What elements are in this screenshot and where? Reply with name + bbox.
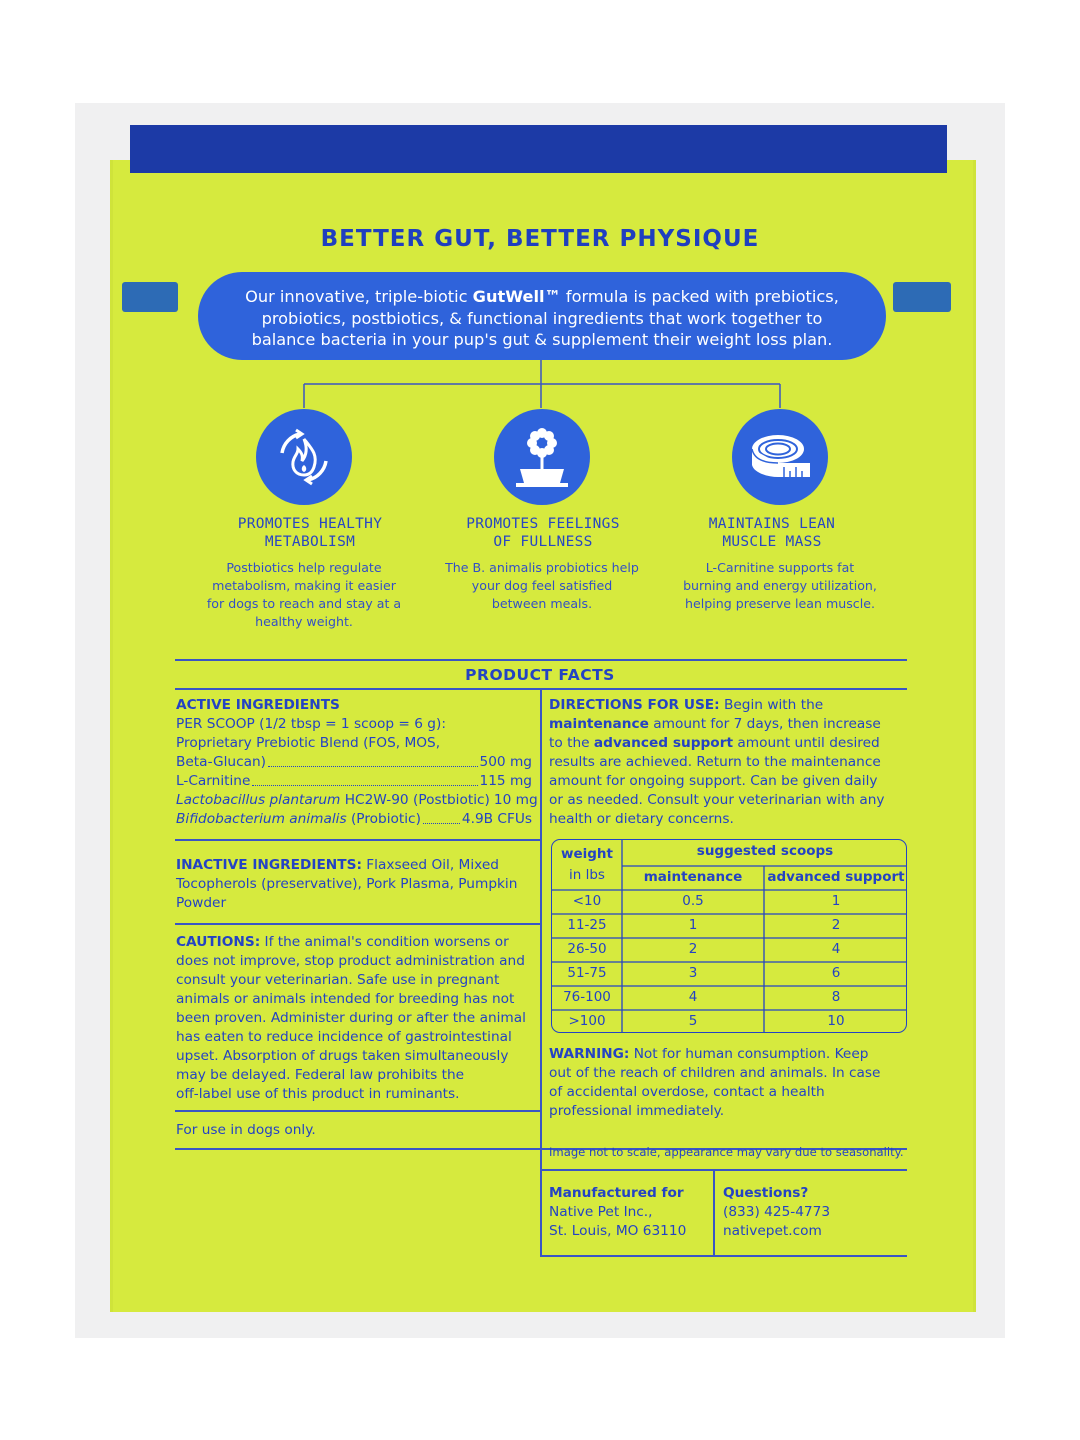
table-cell: 4 <box>831 941 841 957</box>
flower-bowl-icon <box>494 409 590 505</box>
benefit-2-text: The B. animalis probiotics help your dog feel satisfied between meals. <box>445 560 639 611</box>
table-cell: 8 <box>831 989 841 1005</box>
active-rule <box>175 839 540 841</box>
table-row: >100 <box>568 1013 606 1029</box>
suggested-scoops-header: suggested scoops <box>696 843 834 859</box>
blend-row: Beta-Glucan) 500 mg <box>176 754 532 770</box>
table-cell: 2 <box>688 941 698 957</box>
advanced-support-header: advanced support <box>767 869 905 885</box>
intro-line-3: balance bacteria in your pup's gut & supplement their weight loss plan. <box>251 330 833 349</box>
carnitine-row: L-Carnitine 115 mg <box>176 773 532 789</box>
maintenance-header: maintenance <box>643 869 743 885</box>
disclaimer: Image not to scale, appearance may vary due to seasonality. <box>549 1145 904 1159</box>
table-cell: 10 <box>827 1013 845 1029</box>
measuring-tape-icon <box>732 409 828 505</box>
inactive-ingredients: INACTIVE INGREDIENTS: Flaxseed Oil, Mixed Tocopherols (preservative), Pork Plasma, Pumpkin Powder <box>176 857 518 911</box>
dogs-only: For use in dogs only. <box>176 1122 316 1138</box>
benefit-1-title: PROMOTES HEALTHY METABOLISM <box>237 516 383 550</box>
headline: BETTER GUT, BETTER PHYSIQUE <box>320 226 760 252</box>
table-cell: 2 <box>831 917 841 933</box>
weight-header: weight <box>561 846 613 862</box>
benefit-1-text: Postbiotics help regulate metabolism, making it easier for dogs to reach and stay at a healthy weight. <box>206 560 402 629</box>
lactobacillus-row: Lactobacillus plantarum HC2W-90 (Postbiotic) 10 mg <box>176 792 538 808</box>
blend-line: Proprietary Prebiotic Blend (FOS, MOS, <box>176 735 441 751</box>
table-cell: 4 <box>688 989 698 1005</box>
intro-line-1: Our innovative, triple-biotic GutWell™ formula is packed with prebiotics, <box>245 287 839 306</box>
table-row: 26-50 <box>567 941 607 957</box>
per-scoop: PER SCOOP (1/2 tbsp = 1 scoop = 6 g): <box>176 716 446 732</box>
benefit-3-text: L-Carnitine supports fat burning and energy utilization, helping preserve lean muscle. <box>683 560 877 611</box>
bottom-rule <box>540 1255 907 1257</box>
facts-title: PRODUCT FACTS <box>465 666 615 684</box>
table-cell: 5 <box>688 1013 698 1029</box>
cautions: CAUTIONS: If the animal's condition worsens or does not improve, stop product administration and consult your veterinarian. Safe use in pregnant animals or animals intended for breeding has not been proven. Administer during or after the animal has eaten to reduce incidence of gastrointestinal upset. Absorption of drugs taken simultaneously may be delayed. Federal law prohibits the off-label use of this product in ruminants. <box>176 934 526 1102</box>
table-cell: 1 <box>688 917 698 933</box>
table-cell: 3 <box>688 965 698 981</box>
table-cell: 0.5 <box>682 893 704 909</box>
weight-unit: in lbs <box>569 867 605 883</box>
table-row: <10 <box>572 893 602 909</box>
footer-divider <box>713 1169 715 1256</box>
benefit-2-title: PROMOTES FEELINGS OF FULLNESS <box>466 516 620 550</box>
table-cell: 6 <box>831 965 841 981</box>
manufacturer: Manufactured for Native Pet Inc., St. Louis, MO 63110 <box>549 1185 687 1239</box>
intro-line-2: probiotics, postbiotics, & functional ingredients that work together to <box>261 308 823 328</box>
brand-name: GutWell™ <box>472 287 561 306</box>
contact-info: Questions? (833) 425-4773 nativepet.com <box>723 1184 903 1241</box>
table-row: 11-25 <box>567 917 607 933</box>
disclaimer-rule <box>540 1169 907 1171</box>
active-heading: ACTIVE INGREDIENTS <box>176 697 340 713</box>
inactive-rule <box>175 923 540 925</box>
facts-column-divider <box>540 688 542 1256</box>
benefit-3-title: MAINTAINS LEAN MUSCLE MASS <box>708 516 836 550</box>
table-row: 76-100 <box>563 989 611 1005</box>
flame-cycle-icon <box>256 409 352 505</box>
dosage-table <box>551 839 907 1033</box>
active-ingredients <box>176 696 538 829</box>
cautions-rule <box>175 1110 540 1112</box>
warning: WARNING: Not for human consumption. Keep out of the reach of children and animals. In case of accidental overdose, contact a health professional immediately. <box>549 1046 881 1119</box>
directions: DIRECTIONS FOR USE: Begin with the maintenance amount for 7 days, then increase to the advanced support amount until desired results are achieved. Return to the maintenance amount for ongoing support. Can be given daily or as needed. Consult your veterinarian with any health or dietary concerns. <box>549 697 885 827</box>
website: nativepet.com <box>723 1223 822 1239</box>
table-row: 51-75 <box>567 965 607 981</box>
facts-top-rule <box>175 659 907 661</box>
table-cell: 1 <box>831 893 841 909</box>
phone-number: (833) 425-4773 <box>723 1204 831 1220</box>
bifidobacterium-row: Bifidobacterium animalis (Probiotic) 4.9B CFUs <box>176 811 532 827</box>
